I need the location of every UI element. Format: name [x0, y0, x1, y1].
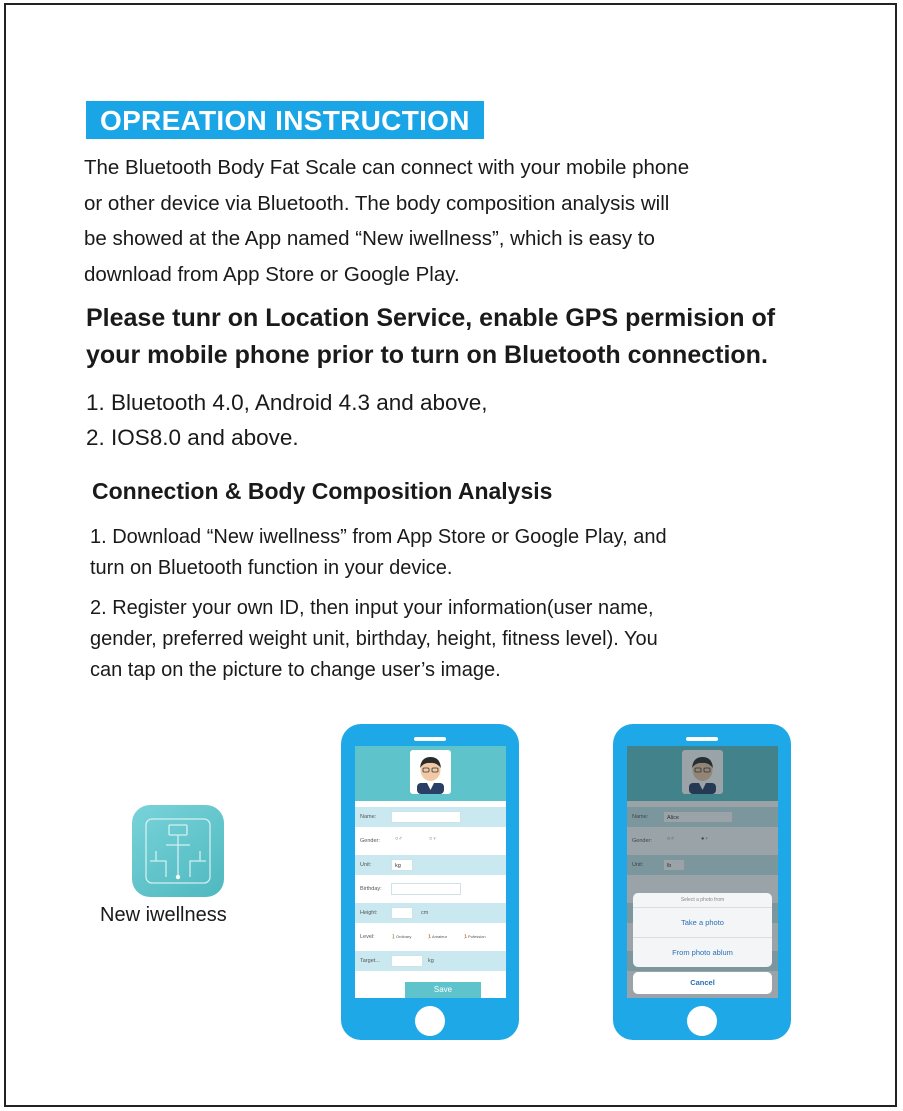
level-profession[interactable]: 🏃Pofession [463, 934, 486, 939]
intro-line: download from App Store or Google Play. [84, 262, 460, 286]
intro-paragraph [84, 150, 814, 292]
intro-line: The Bluetooth Body Fat Scale can connect with your mobile phone [84, 156, 690, 179]
gps-notice [86, 300, 775, 374]
page-title: OPREATION INSTRUCTION [86, 101, 484, 139]
birthday-input[interactable] [391, 883, 461, 895]
height-row [355, 903, 506, 923]
intro-line: be showed at the App named “New iwellness”, which is easy to [84, 227, 655, 250]
name-label: Name: [632, 814, 649, 820]
scale-icon [132, 805, 224, 897]
height-unit: cm [421, 910, 429, 916]
unit-label: Unit: [632, 862, 644, 868]
target-unit: kg [428, 958, 434, 964]
step-item [90, 522, 810, 584]
level-row [355, 927, 506, 947]
female-icon[interactable]: ○♀ [429, 836, 437, 842]
phone-screen [355, 746, 506, 998]
target-row [355, 951, 506, 971]
profile-header [355, 746, 506, 801]
speaker [414, 737, 446, 741]
gender-label: Gender: [632, 838, 652, 844]
gender-row [355, 831, 506, 851]
name-row [355, 807, 506, 827]
height-input[interactable] [391, 907, 413, 919]
step-line: turn on Bluetooth function in your device. [90, 557, 453, 579]
target-label: Target... [360, 958, 380, 964]
requirement-item: 1. Bluetooth 4.0, Android 4.3 and above, [86, 390, 488, 415]
unit-label: Unit: [360, 862, 372, 868]
birthday-row [355, 879, 506, 899]
home-button[interactable] [687, 1006, 717, 1036]
step-line: can tap on the picture to change user’s image. [90, 659, 501, 681]
name-input[interactable] [391, 811, 461, 823]
name-label: Name: [360, 814, 377, 820]
female-icon[interactable]: ●♀ [701, 836, 709, 842]
step-line: 1. Download “New iwellness” from App Store or Google Play, and [90, 526, 667, 548]
male-icon[interactable]: ○♂ [395, 836, 403, 842]
target-input[interactable] [391, 955, 423, 967]
male-icon[interactable]: ○♂ [667, 836, 675, 842]
notice-line: Please tunr on Location Service, enable GPS permision of [86, 304, 776, 332]
app-name: New iwellness [100, 904, 227, 926]
cancel-button[interactable]: Cancel [633, 972, 772, 994]
requirement-item: 2. IOS8.0 and above. [86, 425, 299, 450]
unit-select[interactable]: lb [663, 859, 685, 871]
level-label: Level: [360, 934, 375, 940]
phone-screen [627, 746, 778, 998]
step-line: gender, preferred weight unit, birthday, height, fitness level). You [90, 628, 658, 650]
avatar[interactable] [410, 750, 451, 794]
home-button[interactable] [415, 1006, 445, 1036]
section-title: Connection & Body Composition Analysis [92, 478, 553, 504]
photo-album-option[interactable]: From photo ablum [672, 948, 733, 957]
step-item [90, 593, 810, 686]
speaker [686, 737, 718, 741]
steps-list [90, 522, 810, 695]
user-avatar-icon [410, 750, 451, 794]
unit-row [355, 855, 506, 875]
phone-profile-form [341, 724, 519, 1040]
gender-label: Gender: [360, 838, 380, 844]
save-button[interactable]: Save [405, 982, 481, 998]
sheet-title: Select a photo from [633, 893, 772, 908]
phone-photo-picker [613, 724, 791, 1040]
level-ordinary[interactable]: 🚶Ordinary [391, 934, 412, 939]
birthday-label: Birthday: [360, 886, 382, 892]
intro-line: or other device via Bluetooth. The body composition analysis will [84, 191, 670, 215]
notice-line: your mobile phone prior to turn on Bluetooth connection. [86, 341, 768, 369]
level-amateur[interactable]: 🏃Amateur [427, 934, 448, 939]
height-label: Height: [360, 910, 378, 916]
take-photo-option[interactable]: Take a photo [633, 908, 772, 938]
unit-select[interactable]: kg [391, 859, 413, 871]
photo-action-sheet [633, 893, 772, 967]
step-line: 2. Register your own ID, then input your information(user name, [90, 597, 654, 619]
name-input[interactable]: Alice [663, 811, 733, 823]
requirements-list [86, 385, 488, 455]
